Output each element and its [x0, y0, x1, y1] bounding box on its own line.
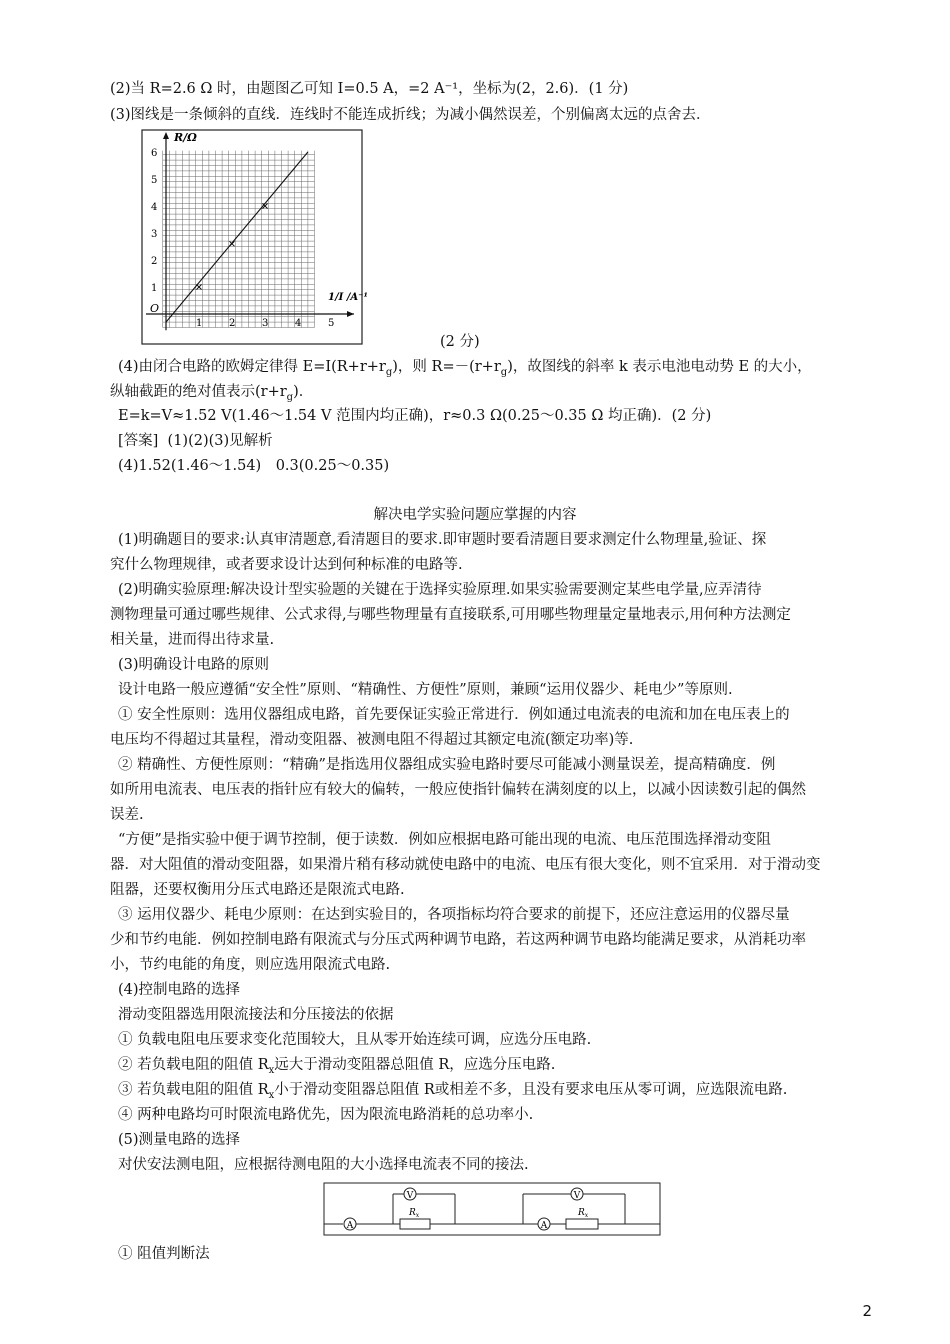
resistor-label-2: $R_x$: [578, 1208, 589, 1219]
page-number: 2: [862, 1302, 872, 1320]
fit-line: [166, 152, 308, 322]
body-p3c2: 如所用电流表、电压表的指针应有较大的偏转，一般应使指针偏转在满刻度的以上，以减小因读数引起的偶然: [110, 782, 806, 798]
voltmeter-label: V: [406, 1191, 414, 1201]
body-p5a: 对伏安法测电阻，应根据待测电阻的大小选择电流表不同的接法.: [118, 1157, 529, 1173]
body-p3b2: 电压均不得超过其量程，滑动变阻器、被测电阻不得超过其额定电流(额定功率)等.: [110, 732, 634, 748]
body-p2a: (2)明确实验原理:解决设计型实验题的关键在于选择实验原理.如果实验需要测定某些电学量,应弄清待: [118, 582, 762, 598]
body-p4a: 滑动变阻器选用限流接法和分压接法的依据: [118, 1007, 394, 1023]
y-tick-label: 6: [151, 148, 158, 159]
body-p3e2: 少和节约电能．例如控制电路有限流式与分压式两种调节电路，若这两种调节电路均能满足要求，从消耗功率: [110, 932, 806, 948]
body-p3e1: ③ 运用仪器少、耗电少原则：在达到实验目的，各项指标均符合要求的前提下，还应注意运用的仪器尽量: [118, 907, 790, 923]
ammeter-label: A: [346, 1221, 354, 1231]
x-tick-label: 5: [328, 318, 335, 329]
resistor-icon-2: [566, 1219, 598, 1229]
solution-line-4c: E=k=V≈1.52 V(1.46～1.54 V 范围内均正确)，r≈0.3 Ω(0.25～0.35 Ω 均正确)．(2 分): [118, 408, 712, 424]
y-tick-label: 2: [151, 256, 158, 267]
body-p4d: ③ 若负载电阻的阻值 $R_x$小于滑动变阻器总阻值 R或相差不多，且没有要求电压从零可调，应选限流电路.: [118, 1082, 788, 1101]
body-p3d3: 阻器，还要权衡用分压式电路还是限流式电路.: [110, 882, 405, 898]
y-tick-label: 5: [151, 175, 158, 186]
solution-line-4a: (4)由闭合电路的欧姆定律得 $E=I(R+r+r_g)$，则 $R=-(r+r_g)$，故图线的斜率 k 表示电池电动势 E 的大小，: [118, 359, 812, 378]
voltmeter-label-2: V: [573, 1191, 581, 1201]
body-p3d2: 器．对大阻值的滑动变阻器，如果滑片稍有移动就使电路中的电流、电压有很大变化，则不宜采用．对于滑动变: [110, 857, 821, 873]
ammeter-label-2: A: [540, 1221, 548, 1231]
circuit-frame: [324, 1183, 660, 1235]
answer-line-2: (4)1.52(1.46～1.54) 0.3(0.25～0.35): [118, 458, 390, 474]
chart-ticks: [151, 148, 334, 329]
chart-marks: [166, 152, 308, 322]
solution-line-3: (3)图线是一条倾斜的直线．连线时不能连成折线；为减小偶然误差，个别偏离太远的点舍去．: [110, 107, 711, 123]
resistor-icon: [400, 1219, 430, 1229]
y-tick-label: 4: [151, 202, 158, 213]
x-axis-arrow: [347, 311, 354, 317]
x-tick-label: 2: [229, 318, 236, 329]
body-p3c3: 误差.: [110, 807, 144, 823]
chart-score: (2 分): [440, 334, 480, 350]
body-p1b: 究什么物理规律，或者要求设计达到何种标准的电路等.: [110, 557, 463, 573]
answer-line-1: [答案] (1)(2)(3)见解析: [118, 433, 273, 449]
body-p4e: ④ 两种电路均可时限流电路优先，因为限流电路消耗的总功率小.: [118, 1107, 534, 1123]
solution-line-4b: 纵轴截距的绝对值表示$(r+r_g)$．: [110, 384, 314, 403]
body-p4b: ① 负载电阻电压要求变化范围较大，且从零开始连续可调，应选分压电路.: [118, 1032, 592, 1048]
data-point: [230, 241, 235, 246]
section-title: 解决电学实验问题应掌握的内容: [373, 507, 577, 523]
x-axis-label: 1/I /A⁻¹: [328, 292, 368, 303]
r-vs-inverse-current-chart: [138, 128, 368, 348]
origin-label: O: [150, 302, 160, 315]
body-p4: (4)控制电路的选择: [118, 982, 241, 998]
body-p4c: ② 若负载电阻的阻值 $R_x$远大于滑动变阻器总阻值 R，应选分压电路.: [118, 1057, 556, 1076]
body-p3d1: “方便”是指实验中便于调节控制，便于读数．例如应根据电路可能出现的电流、电压范围选择滑动变阻: [118, 832, 771, 848]
x-tick-label: 3: [262, 318, 269, 329]
body-p2c: 相关量，进而得出待求量.: [110, 632, 275, 648]
body-p3e3: 小，节约电能的角度，则应选用限流式电路.: [110, 957, 391, 973]
y-axis-arrow: [163, 132, 169, 139]
circuit-internal-ammeter: [523, 1188, 660, 1231]
circuit-external-ammeter: [324, 1188, 523, 1231]
resistor-label: $R_x$: [409, 1208, 420, 1219]
x-tick-label: 4: [295, 318, 302, 329]
solution-line-2: (2)当 R=2.6 Ω 时，由题图乙可知 I=0.5 A，=2 A⁻¹，坐标为(2，2.6)．(1 分): [110, 81, 629, 97]
body-p5: (5)测量电路的选择: [118, 1132, 241, 1148]
data-point: [197, 285, 202, 290]
y-tick-label: 3: [151, 229, 158, 240]
body-p3c1: ② 精确性、方便性原则：“精确”是指选用仪器组成实验电路时要尽可能减小测量误差，提高精确度．例: [118, 757, 776, 773]
y-tick-label: 1: [151, 283, 158, 294]
chart-grid: [163, 151, 315, 328]
body-p3a: 设计电路一般应遵循“安全性”原则、“精确性、方便性”原则，兼顾“运用仪器少、耗电少”等原则.: [118, 682, 733, 698]
body-p3: (3)明确设计电路的原则: [118, 657, 270, 673]
y-axis-label: R/Ω: [174, 131, 197, 144]
x-tick-label: 1: [196, 318, 203, 329]
body-p3b1: ① 安全性原则：选用仪器组成电路，首先要保证实验正常进行．例如通过电流表的电流和加在电压表上的: [118, 707, 790, 723]
body-p5b: ① 阻值判断法: [118, 1246, 210, 1262]
voltammeter-circuits: [323, 1182, 661, 1236]
body-p1a: (1)明确题目的要求:认真审清题意,看清题目的要求.即审题时要看清题目要求测定什么物理量,验证、探: [118, 532, 767, 548]
body-p2b: 测物理量可通过哪些规律、公式求得,与哪些物理量有直接联系,可用哪些物理量定量地表示,用何种方法测定: [110, 607, 791, 623]
